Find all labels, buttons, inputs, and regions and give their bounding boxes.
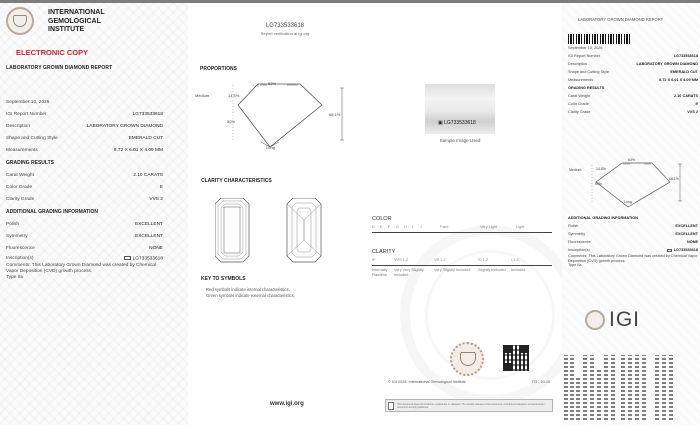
depth-percent: 68.1%: [669, 177, 679, 181]
inscription-logo-icon: [667, 249, 672, 252]
key-line: Red symbols indicate internal characteristics.: [206, 287, 290, 292]
report-details: [6, 96, 163, 281]
key-to-symbols-heading: KEY TO SYMBOLS: [201, 276, 246, 282]
field-label: Symmetry: [568, 232, 586, 236]
pavilion-percent: 50%: [227, 119, 236, 124]
institute-name: [48, 9, 105, 35]
sample-inscription-image: [425, 84, 495, 134]
field-label: Carat Weight: [568, 94, 591, 98]
depth-percent: 68.1%: [329, 112, 341, 117]
diamond-type: Type IIa: [6, 275, 24, 280]
report-date: [568, 44, 698, 52]
clarity-scale-title: CLARITY: [372, 249, 396, 255]
left-panel: [0, 3, 188, 425]
igi-logo: [585, 308, 640, 332]
comments: [6, 263, 161, 281]
field-value: 2.10 CARATS: [133, 172, 163, 178]
field-value: EXCELLENT: [675, 232, 698, 236]
diamond-type: Type IIa: [568, 263, 582, 268]
pavilion-percent: 50%: [595, 182, 603, 186]
field-row: [568, 92, 698, 100]
color-scale-title: COLOR: [372, 216, 392, 222]
institute-header: [6, 7, 105, 35]
field-row: [568, 230, 698, 238]
field-value: E: [159, 184, 163, 190]
clarity-scale-rule: [372, 265, 552, 266]
color-grade: I: [412, 225, 414, 229]
field-label: Inscription(s): [6, 256, 34, 261]
field-value: 2.10 CARATS: [674, 94, 698, 98]
crown-percent: 14.5%: [596, 167, 606, 171]
color-grade: Light: [516, 225, 525, 229]
right-report-title: LABORATORY GROWN DIAMOND REPORT: [578, 17, 664, 22]
field-value: EMERALD CUT: [670, 70, 698, 74]
sample-inscription-number: LG733533618: [444, 120, 476, 126]
color-grade: D: [372, 225, 375, 229]
field-label: Clarity Grade: [6, 196, 35, 202]
security-notice-text: This document does not constitute a guarantee or valuation. The security features of this document, including its hologram, exceed industry document security guidelines.: [397, 402, 545, 409]
field-row: [6, 108, 163, 120]
clarity-grade: SI 1-2: [478, 258, 489, 262]
field-label: Fluorescence: [6, 245, 35, 251]
copyright-text: © IGI 2025, International Gemological Institute: [388, 380, 466, 384]
rotated-text-column: [590, 355, 594, 420]
field-value: LABORATORY GROWN DIAMOND: [86, 123, 163, 129]
field-value: LG733533618: [132, 111, 163, 117]
field-value: EXCELLENT: [135, 221, 163, 227]
right-proportions-diagram: [566, 155, 698, 210]
clarity-grade: IF: [372, 258, 376, 262]
color-grade: Very Light: [480, 225, 497, 229]
rotated-text-column: [611, 355, 615, 420]
field-row: [568, 60, 698, 68]
field-value: 8.72 X 6.01 X 4.09 MM: [659, 78, 698, 82]
rotated-text-column: [635, 355, 639, 420]
rotated-text-column: [628, 355, 632, 420]
key-line: Green symbols indicate external characteristics.: [206, 293, 295, 298]
igi-gold-seal-icon: [450, 342, 484, 376]
table-percent: 63%: [268, 81, 277, 86]
table-percent: 63%: [628, 158, 636, 162]
form-number: FD - 10.20: [532, 380, 550, 384]
girdle-label: Medium: [569, 168, 582, 172]
color-grade: J: [420, 225, 422, 229]
key-to-symbols-text: [206, 287, 295, 299]
report-date: [6, 96, 163, 108]
field-label: Polish: [6, 221, 20, 227]
field-row: [6, 193, 163, 205]
clarity-description: Very Slightly Included: [434, 268, 471, 272]
field-value: EXCELLENT: [675, 224, 698, 228]
field-label: Shape and Cutting Style: [568, 70, 609, 74]
igi-logo-text: IGI: [609, 308, 641, 331]
field-row: [6, 120, 163, 132]
additional-info-heading: ADDITIONAL GRADING INFORMATION: [568, 216, 638, 220]
date-text: September 10, 2025: [6, 99, 50, 105]
field-value: EMERALD CUT: [128, 135, 163, 141]
girdle-label: Medium: [195, 93, 210, 98]
field-value: E: [695, 102, 698, 106]
field-label: Description: [6, 123, 30, 129]
rotated-text-column: [583, 355, 587, 420]
culet-label: Long: [266, 145, 275, 150]
field-label: Carat Weight: [6, 172, 34, 178]
field-row: [568, 222, 698, 230]
field-label: Measurements: [568, 78, 594, 82]
report-verification-text: Report verification at igi.org: [260, 31, 310, 36]
igi-seal-icon: [6, 7, 34, 35]
rotated-text-column: [604, 355, 608, 420]
color-grades: [372, 225, 552, 229]
comments-text: Comments: This Laboratory Grown Diamond was created by Chemical Vapor Deposition (CVD) growth process.: [6, 263, 157, 274]
field-label: Color Grade: [568, 102, 589, 106]
field-row: [6, 144, 163, 156]
rotated-text-column: [662, 355, 666, 420]
field-value: LABORATORY GROWN DIAMOND: [636, 62, 698, 66]
field-row: [568, 76, 698, 84]
institute-name-line: INSTITUTE: [48, 26, 85, 33]
report-type-title: LABORATORY GROWN DIAMOND REPORT: [6, 65, 113, 71]
center-report-number: LG733533618: [265, 23, 305, 29]
rotated-text-column: [576, 378, 580, 420]
comments: [568, 254, 698, 268]
inscription-value: [124, 256, 163, 261]
field-row: [6, 230, 163, 242]
clarity-grades: [372, 258, 552, 262]
field-label: IGI Report Number: [6, 111, 47, 117]
institute-name-line: INTERNATIONAL: [48, 9, 105, 16]
clarity-plot-diagram: [215, 198, 335, 264]
clarity-characteristics-heading: CLARITY CHARACTERISTICS: [201, 178, 272, 184]
inscription-logo-icon: [124, 256, 131, 260]
rotated-text-column: [642, 355, 646, 420]
institute-name-line: GEMOLOGICAL: [48, 17, 101, 25]
culet-label: Long: [624, 200, 632, 204]
clarity-description: Internally Flawless: [372, 268, 388, 277]
rotated-text-column: [564, 355, 568, 420]
field-value: EXCELLENT: [135, 233, 163, 239]
igi-seal-icon: [585, 310, 605, 330]
field-row: [568, 68, 698, 76]
field-value: NONE: [687, 240, 698, 244]
field-row: [6, 254, 163, 263]
sample-inscription-text: ▣ LG733533618: [438, 120, 476, 126]
field-row: [568, 52, 698, 60]
color-grade: Faint: [440, 225, 449, 229]
clarity-descriptions: [372, 268, 552, 277]
clarity-grade: VS 1-2: [434, 258, 446, 262]
electronic-copy-label: ELECTRONIC COPY: [16, 48, 89, 57]
clarity-description: Slightly Included: [478, 268, 506, 272]
barcode: [568, 34, 632, 44]
right-additional-info: [568, 214, 698, 268]
clarity-description: Very Very Slightly Included: [394, 268, 424, 277]
color-scale-rule: [372, 232, 552, 233]
field-value: NONE: [149, 245, 163, 251]
field-row: [568, 238, 698, 246]
field-value: LG733533618: [673, 248, 698, 252]
field-value: LG733533618: [132, 256, 163, 262]
field-row: [568, 108, 698, 116]
clarity-grade: VVS 1-2: [394, 258, 409, 262]
field-row: [6, 242, 163, 254]
proportions-heading: PROPORTIONS: [200, 66, 237, 72]
field-label: Clarity Grade: [568, 110, 591, 114]
field-label: IGI Report Number: [568, 54, 601, 58]
rotated-text-column: [570, 355, 574, 420]
clarity-description: Included: [511, 268, 526, 272]
clarity-scale: [372, 249, 552, 277]
field-row: [6, 132, 163, 144]
color-grade: H: [404, 225, 407, 229]
website-link[interactable]: www.igi.org: [270, 401, 304, 407]
right-report-details: [568, 44, 698, 116]
field-row: [6, 218, 163, 230]
field-label: Polish: [568, 224, 579, 228]
color-grade: F: [388, 225, 391, 229]
field-value: LG733533618: [673, 54, 698, 58]
field-label: Measurements: [6, 147, 38, 153]
field-label: Color Grade: [6, 184, 33, 190]
qr-code[interactable]: [503, 345, 529, 371]
field-row: [6, 169, 163, 181]
field-label: Description: [568, 62, 587, 66]
sample-image-caption: Sample Image Used: [439, 138, 481, 143]
field-label: Fluorescence: [568, 240, 591, 244]
field-row: [568, 100, 698, 108]
field-label: Inscription(s): [568, 248, 590, 252]
rotated-text-column: [655, 355, 659, 420]
grading-results-heading: GRADING RESULTS: [568, 86, 605, 90]
color-grade: E: [380, 225, 383, 229]
field-row: [568, 246, 698, 254]
color-scale: [372, 216, 552, 233]
field-row: [6, 181, 163, 193]
comments-text: Comments: This Laboratory Grown Diamond was created by Chemical Vapor Deposition (CVD) growth process.: [568, 254, 698, 263]
rotated-text-column: [597, 370, 601, 420]
security-notice: [385, 399, 553, 412]
additional-info-heading: ADDITIONAL GRADING INFORMATION: [6, 208, 99, 215]
field-label: Symmetry: [6, 233, 28, 239]
date-text: September 10, 2025: [568, 46, 603, 50]
clarity-grade: I 1-3: [511, 258, 519, 262]
crown-percent: 14.5%: [228, 93, 240, 98]
field-value: VVS 2: [149, 196, 163, 202]
color-grade: G: [396, 225, 399, 229]
rotated-text-column: [621, 355, 625, 420]
grading-results-heading: GRADING RESULTS: [6, 159, 54, 166]
field-value: 8.72 X 6.01 X 4.09 MM: [113, 147, 163, 153]
document-icon: [388, 402, 394, 410]
rotated-text-column: [669, 355, 673, 420]
field-label: Shape and Cutting Style: [6, 135, 58, 141]
field-value: VVS 2: [687, 110, 698, 114]
inscription-value: [667, 248, 698, 252]
